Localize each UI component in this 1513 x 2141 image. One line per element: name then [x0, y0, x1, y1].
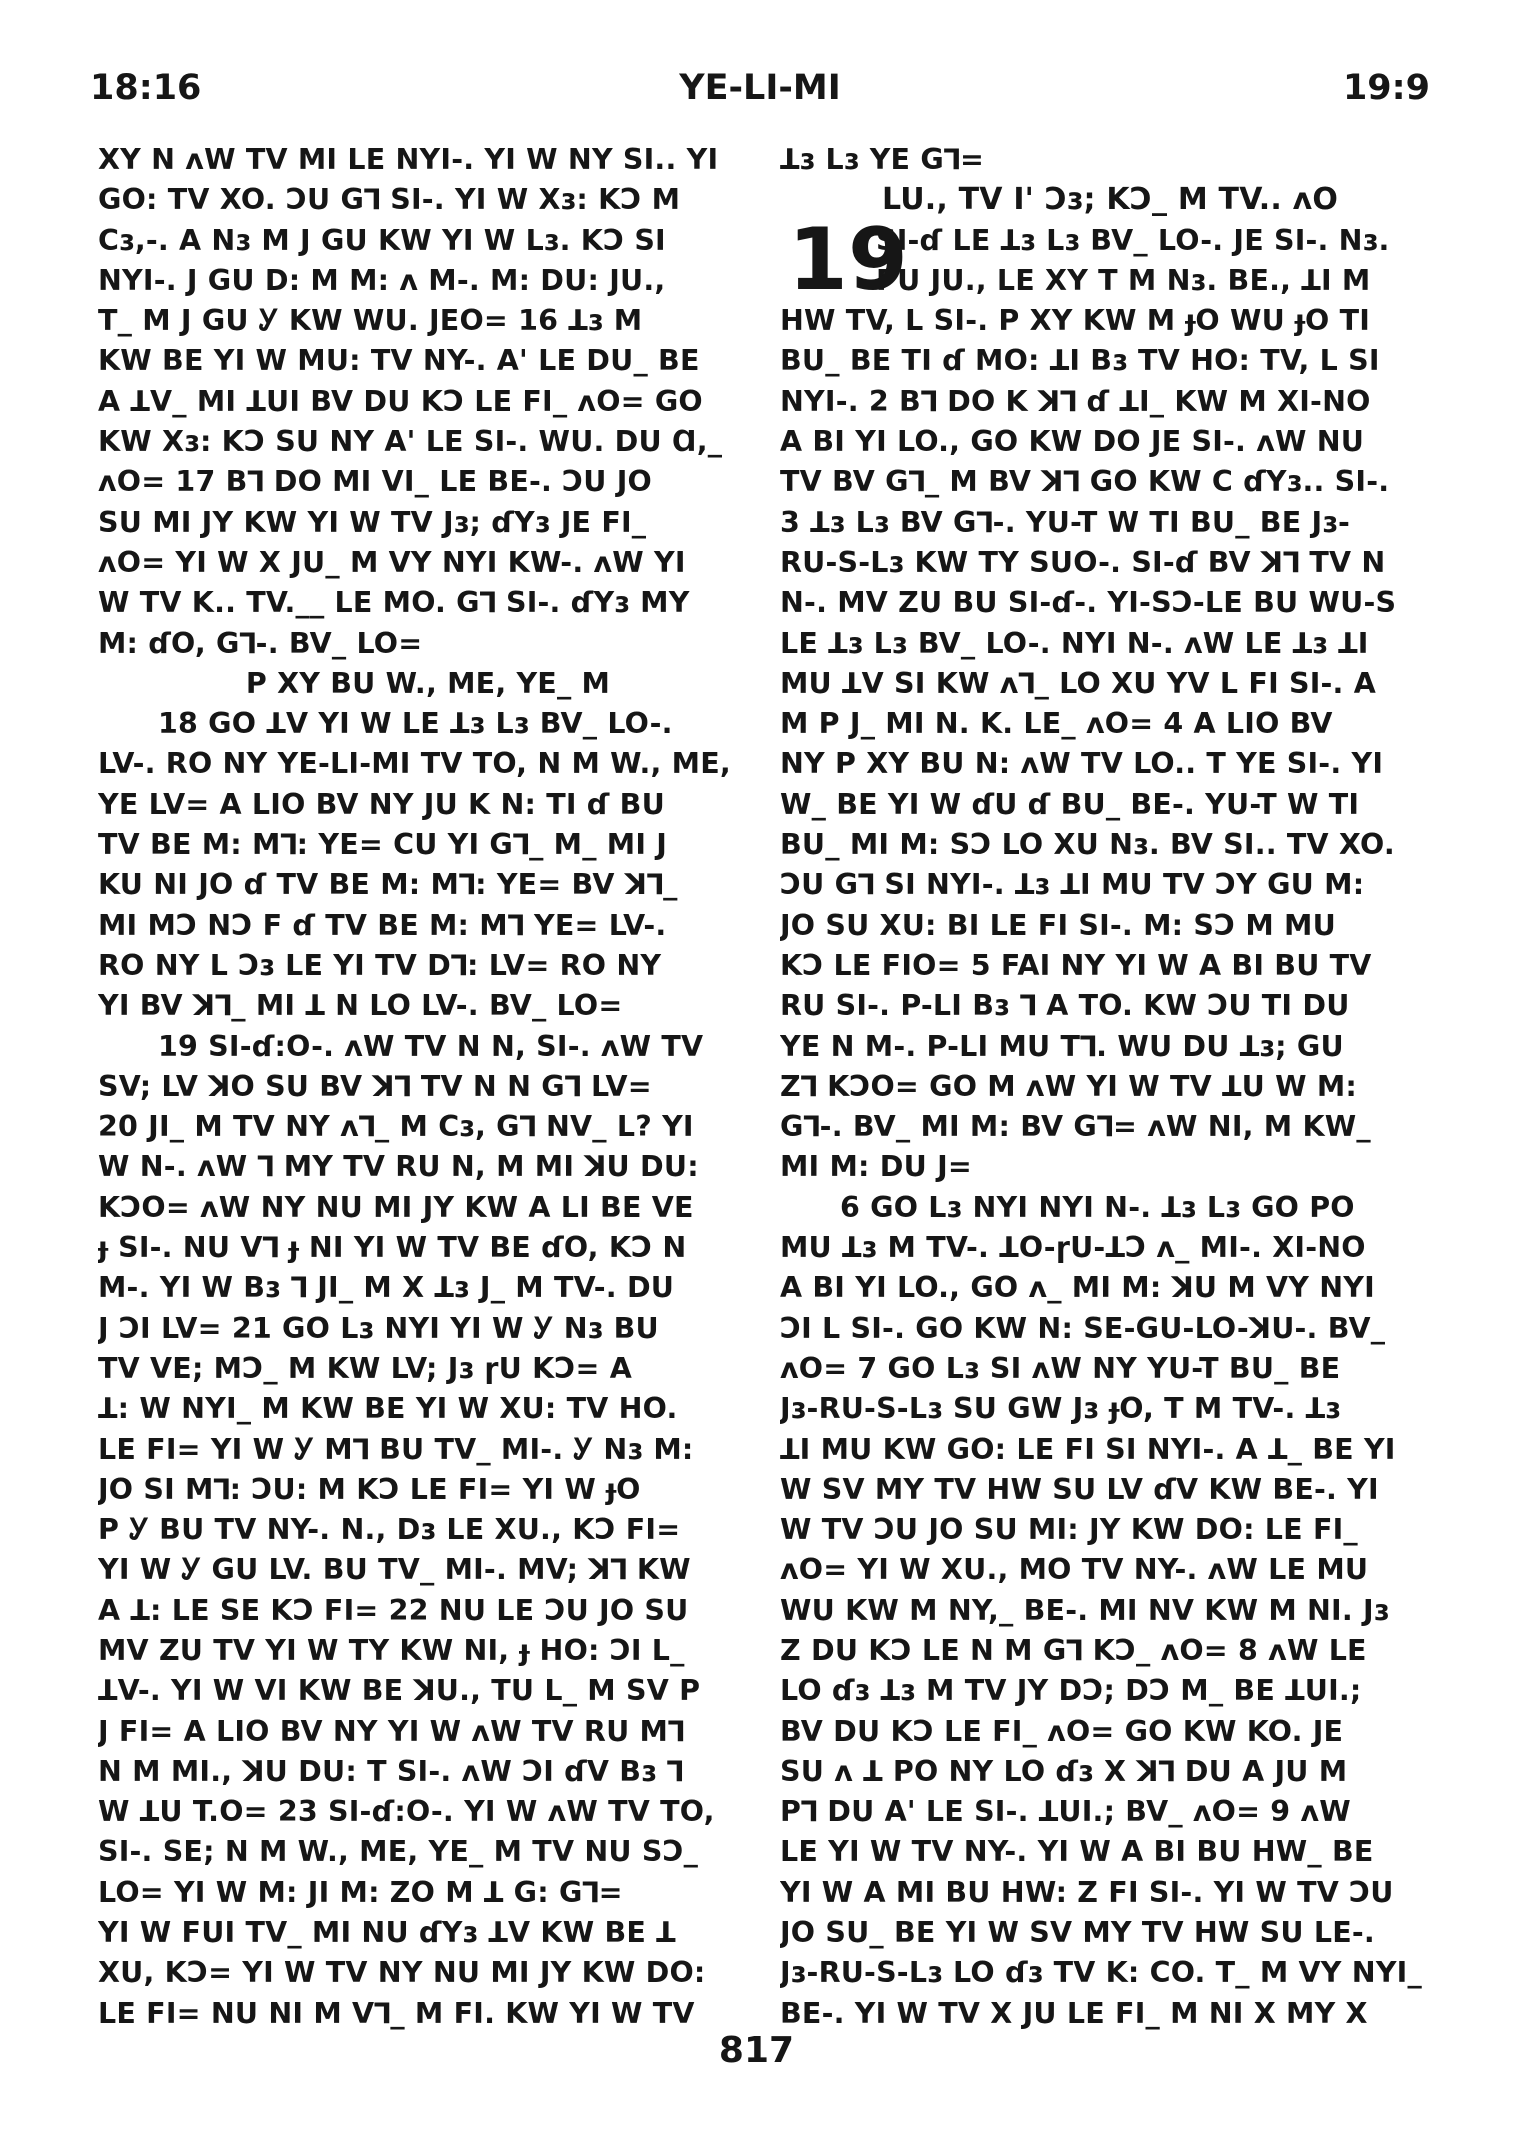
- chapter-verse-start: 18:16: [90, 68, 202, 108]
- text-line: JO SU XU: BI LE FI SI-. M: SƆ M MU: [780, 908, 1336, 942]
- text-line: XU, KƆ= YI W TV NY NU MI JY KW DO:: [98, 1956, 706, 1990]
- text-line: MU ꓕɜ M TV-. ꓕO-ɼU-ꓕƆ ʌ_ MI-. XI-NO: [780, 1231, 1366, 1265]
- text-line: KU NI JO ɗ TV BE M: Mꓶ: YE= BV ꓘꓶ_: [98, 868, 678, 902]
- text-line: M P J_ MI N. K. LE_ ʌO= 4 A LIO BV: [780, 707, 1333, 741]
- text-line: LE YI W TV NY-. YI W A BI BU HW_ BE: [780, 1835, 1374, 1869]
- text-line: ɟ SI-. NU Vꓶ ɟ NI YI W TV BE ɗO, KƆ N: [98, 1231, 687, 1265]
- text-line: 18 GO ꓕV YI W LE ꓕɜ Lɜ BV_ LO-.: [158, 707, 673, 741]
- section-heading: P XY BU W., ME, YE_ M: [245, 666, 611, 700]
- text-line: W TV ƆU JO SU MI: JY KW DO: LE FI_: [780, 1513, 1358, 1547]
- text-line: YE N M-. P-LI MU Tꓶ. WU DU ꓕɜ; GU: [780, 1029, 1344, 1063]
- text-line: A BI YI LO., GO ʌ_ MI M: ꓘU M VY NYI: [780, 1271, 1375, 1305]
- text-line: Gꓶ-. BV_ MI M: BV Gꓶ= ʌW NI, M KW_: [780, 1110, 1371, 1144]
- text-line: T_ M J GU Ꭹ KW WU. JEO= 16 ꓕɜ M: [98, 304, 643, 338]
- text-line: SI-ɗ LE ꓕɜ Lɜ BV_ LO-. JE SI-. Nɜ.: [876, 223, 1390, 257]
- text-line: RU SI-. P-LI Bɜ ꓶ A TO. KW ƆU TI DU: [780, 989, 1350, 1023]
- text-line: ꓕI MU KW GO: LE FI SI NYI-. A ꓕ_ BE YI: [780, 1432, 1396, 1466]
- text-line: ʌO= 17 Bꓶ DO MI VI_ LE BE-. ƆU JO: [98, 465, 652, 499]
- text-line: KƆ LE FIO= 5 FAI NY YI W A BI BU TV: [780, 948, 1372, 982]
- text-line: ƆU Gꓶ SI NYI-. ꓕɜ ꓕI MU TV ƆY GU M:: [780, 868, 1365, 902]
- text-line: A BI YI LO., GO KW DO JE SI-. ʌW NU: [780, 425, 1365, 459]
- text-line: MI MƆ NƆ F ɗ TV BE M: Mꓶ YE= LV-.: [98, 908, 667, 942]
- text-line: Jɜ-RU-S-Lɜ LO ɗɜ TV K: CO. T_ M VY NYI_: [780, 1956, 1422, 1990]
- text-line: PU JU., LE XY T M Nɜ. BE., ꓕI M: [876, 263, 1371, 297]
- text-line: LE FI= NU NI M Vꓶ_ M FI. KW YI W TV: [98, 1996, 695, 2030]
- text-line: YI W A MI BU HW: Z FI SI-. YI W TV ƆU: [780, 1875, 1394, 1909]
- right-column-first-line: ꓕɜ Lɜ YE Gꓶ=: [780, 143, 985, 176]
- text-line: YI W Ꭹ GU LV. BU TV_ MI-. MV; ꓘꓶ KW: [98, 1553, 691, 1587]
- running-head: [90, 68, 1430, 120]
- book-title: YE-LI-MI: [679, 68, 841, 108]
- text-line: W SV MY TV HW SU LV ɗV KW BE-. YI: [780, 1472, 1379, 1506]
- text-line: LO= YI W M: JI M: ZO M ꓕ G: Gꓶ=: [98, 1875, 623, 1909]
- text-line: BE-. YI W TV X JU LE FI_ M NI X MY X: [780, 1996, 1368, 2030]
- text-line: Pꓶ DU A' LE SI-. ꓕUI.; BV_ ʌO= 9 ʌW: [780, 1795, 1351, 1829]
- text-line: SI-. SE; N M W., ME, YE_ M TV NU SƆ_: [98, 1835, 699, 1869]
- text-line: W_ BE YI W ɗU ɗ BU_ BE-. YU-T W TI: [780, 787, 1360, 821]
- text-line: BU_ BE TI ɗ MO: ꓕI Bɜ TV HO: TV, L SI: [780, 344, 1380, 378]
- right-column: [780, 140, 1440, 2034]
- text-line: W N-. ʌW ꓶ MY TV RU N, M MI ꓘU DU:: [98, 1150, 699, 1184]
- text-line: J FI= A LIO BV NY YI W ʌW TV RU Mꓶ: [98, 1714, 685, 1748]
- text-line: ꓕV-. YI W VI KW BE ꓘU., TU L_ M SV P: [98, 1674, 701, 1708]
- text-line: BV DU KƆ LE FI_ ʌO= GO KW KO. JE: [780, 1714, 1344, 1748]
- text-line: P Ꭹ BU TV NY-. N., Dɜ LE XU., KƆ FI=: [98, 1513, 681, 1547]
- text-line: TV VE; MƆ_ M KW LV; Jɜ ɼU KƆ= A: [98, 1351, 633, 1385]
- text-line: SU ʌ ꓕ PO NY LO ɗɜ X ꓘꓶ DU A JU M: [780, 1754, 1348, 1788]
- text-line: KW Xɜ: KƆ SU NY A' LE SI-. WU. DU Ɑ,_: [98, 425, 723, 459]
- chapter-verse-end: 19:9: [1342, 68, 1430, 108]
- text-line: WU KW M NY,_ BE-. MI NV KW M NI. Jɜ: [780, 1593, 1390, 1627]
- text-line: ƆI L SI-. GO KW N: SE-GU-LO-ꓘU-. BV_: [780, 1311, 1386, 1345]
- text-line: N M MI., ꓘU DU: T SI-. ʌW ƆI ɗV Bɜ ꓶ: [98, 1754, 684, 1788]
- text-line: KƆO= ʌW NY NU MI JY KW A LI BE VE: [98, 1190, 694, 1224]
- text-line: RU-S-Lɜ KW TY SUO-. SI-ɗ BV ꓘꓶ TV N: [780, 545, 1386, 579]
- text-line: YI BV ꓘꓶ_ MI ꓕ N LO LV-. BV_ LO=: [98, 989, 623, 1023]
- text-line: 6 GO Lɜ NYI NYI N-. ꓕɜ Lɜ GO PO: [840, 1190, 1355, 1224]
- text-line: NYI-. 2 Bꓶ DO K ꓘꓶ ɗ ꓕI_ KW M XI-NO: [780, 384, 1371, 418]
- text-line: YE LV= A LIO BV NY JU K N: TI ɗ BU: [98, 787, 665, 821]
- text-line: ʌO= YI W XU., MO TV NY-. ʌW LE MU: [780, 1553, 1369, 1587]
- text-line: 19 SI-ɗ:O-. ʌW TV N N, SI-. ʌW TV: [158, 1029, 704, 1063]
- text-line: TV BE M: Mꓶ: YE= CU YI Gꓶ_ M_ MI J: [98, 828, 668, 862]
- text-line: KW BE YI W MU: TV NY-. A' LE DU_ BE: [98, 344, 700, 378]
- text-line: A ꓕV_ MI ꓕUI BV DU KƆ LE FI_ ʌO= GO: [98, 384, 703, 418]
- text-line: Z DU KƆ LE N M Gꓶ KƆ_ ʌO= 8 ʌW LE: [780, 1633, 1367, 1667]
- text-line: N-. MV ZU BU SI-ɗ-. YI-SƆ-LE BU WU-S: [780, 586, 1397, 620]
- text-line: LE ꓕɜ Lɜ BV_ LO-. NYI N-. ʌW LE ꓕɜ ꓕI: [780, 626, 1369, 660]
- text-line: Jɜ-RU-S-Lɜ SU GW Jɜ ɟO, T M TV-. ꓕɜ: [780, 1392, 1341, 1426]
- page-number: 817: [718, 2030, 795, 2071]
- chapter-block: [780, 209, 1440, 2034]
- text-line: JO SU_ BE YI W SV MY TV HW SU LE-.: [780, 1916, 1375, 1950]
- text-line: RO NY L Ɔɜ LE YI TV Dꓶ: LV= RO NY: [98, 948, 662, 982]
- text-line: Cɜ,-. A Nɜ M J GU KW YI W Lɜ. KƆ SI: [98, 223, 666, 257]
- text-line: A ꓕ: LE SE KƆ FI= 22 NU LE ƆU JO SU: [98, 1593, 689, 1627]
- text-line: YI W FUI TV_ MI NU ɗYɜ ꓕV KW BE ꓕ: [98, 1916, 676, 1950]
- text-line: LV-. RO NY YE-LI-MI TV TO, N M W., ME,: [98, 747, 731, 781]
- text-line: TV BV Gꓶ_ M BV ꓘꓶ GO KW C ɗYɜ.. SI-.: [780, 465, 1390, 499]
- text-line: SU MI JY KW YI W TV Jɜ; ɗYɜ JE FI_: [98, 505, 647, 539]
- text-line: MV ZU TV YI W TY KW NI, ɟ HO: ƆI L_: [98, 1633, 685, 1667]
- text-line: LO ɗɜ ꓕɜ M TV JY DƆ; DƆ M_ BE ꓕUI.;: [780, 1674, 1362, 1708]
- text-line: 20 JI_ M TV NY ʌꓶ_ M Cɜ, Gꓶ NV_ L? YI: [98, 1110, 694, 1144]
- text-line: M: ɗO, Gꓶ-. BV_ LO=: [98, 626, 423, 660]
- text-line: BU_ MI M: SƆ LO XU Nɜ. BV SI.. TV XO.: [780, 828, 1395, 862]
- text-line: MI M: DU J=: [780, 1150, 972, 1184]
- text-line: ʌO= YI W X JU_ M VY NYI KW-. ʌW YI: [98, 545, 686, 579]
- text-line: W TV K.. TV.__ LE MO. Gꓶ SI-. ɗYɜ MY: [98, 586, 690, 620]
- text-line: MU ꓕV SI KW ʌꓶ_ LO XU YV L FI SI-. A: [780, 666, 1376, 700]
- text-line: HW TV, L SI-. P XY KW M ɟO WU ɟO TI: [780, 304, 1371, 338]
- text-line: Zꓶ KƆO= GO M ʌW YI W TV ꓕU W M:: [780, 1069, 1358, 1103]
- text-line: W ꓕU T.O= 23 SI-ɗ:O-. YI W ʌW TV TO,: [98, 1795, 715, 1829]
- left-column: [98, 140, 758, 2034]
- chapter-number: 19: [788, 209, 909, 310]
- text-line: NY P XY BU N: ʌW TV LO.. T YE SI-. YI: [780, 747, 1384, 781]
- text-line: J ƆI LV= 21 GO Lɜ NYI YI W Ꭹ Nɜ BU: [98, 1311, 659, 1345]
- text-line: M-. YI W Bɜ ꓶ JI_ M X ꓕɜ J_ M TV-. DU: [98, 1271, 675, 1305]
- text-line: JO SI Mꓶ: ƆU: M KƆ LE FI= YI W ɟO: [98, 1472, 641, 1506]
- text-line: LE FI= YI W Ꭹ Mꓶ BU TV_ MI-. Ꭹ Nɜ M:: [98, 1432, 694, 1466]
- right-column-lines: [780, 209, 1440, 2034]
- text-line: NYI-. J GU D: M M: ʌ M-. M: DU: JU.,: [98, 263, 666, 297]
- text-line: SV; LV ꓘO SU BV ꓘꓶ TV N N Gꓶ LV=: [98, 1069, 652, 1103]
- text-line: ꓕ: W NYI_ M KW BE YI W XU: TV HO.: [98, 1392, 678, 1426]
- text-line: ʌO= 7 GO Lɜ SI ʌW NY YU-T BU_ BE: [780, 1351, 1341, 1385]
- text-line: GO: TV XO. ƆU Gꓶ SI-. YI W Xɜ: KƆ M: [98, 183, 681, 217]
- text-line: XY N ʌW TV MI LE NYI-. YI W NY SI.. YI: [98, 143, 719, 176]
- text-line: 3 ꓕɜ Lɜ BV Gꓶ-. YU-T W TI BU_ BE Jɜ-: [780, 505, 1351, 539]
- chapter-heading: LU., TV I' Ɔɜ; KƆ_ M TV.. ʌO: [881, 182, 1339, 218]
